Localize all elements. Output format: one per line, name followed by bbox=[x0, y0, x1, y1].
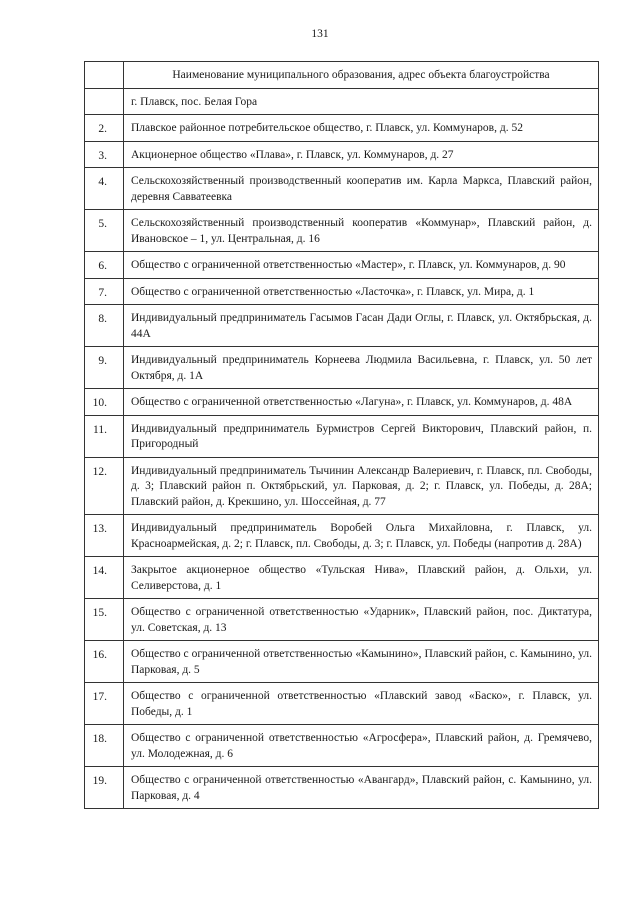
row-number: 6. bbox=[85, 252, 124, 279]
row-text: Общество с ограниченной ответственностью «Ласточка», г. Плавск, ул. Мира, д. 1 bbox=[124, 278, 599, 305]
page-number: 131 bbox=[311, 28, 329, 40]
row-number: 14. bbox=[85, 557, 124, 599]
table-row bbox=[85, 88, 599, 115]
row-text: Индивидуальный предприниматель Воробей Ольга Михайловна, г. Плавск, ул. Красноармейская, д. 2; г. Плавск, пл. Свободы, д. 3; г. Плавск, ул. Победы (напротив д. 28А) bbox=[124, 515, 599, 557]
row-number: 2. bbox=[85, 115, 124, 142]
row-number: 4. bbox=[85, 168, 124, 210]
row-number: 7. bbox=[85, 278, 124, 305]
table-row bbox=[85, 389, 599, 416]
table-header: Наименование муниципального образования, адрес объекта благоустройства bbox=[124, 62, 599, 89]
row-number: 5. bbox=[85, 210, 124, 252]
row-number: 10. bbox=[85, 389, 124, 416]
row-number: 3. bbox=[85, 141, 124, 168]
row-text: Закрытое акционерное общество «Тульская Нива», Плавский район, д. Ольхи, ул. Селиверстова, д. 1 bbox=[124, 557, 599, 599]
table-row bbox=[85, 278, 599, 305]
table-header-row bbox=[85, 62, 599, 89]
row-number: 8. bbox=[85, 305, 124, 347]
row-number: 16. bbox=[85, 641, 124, 683]
row-number: 17. bbox=[85, 683, 124, 725]
row-text: Акционерное общество «Плава», г. Плавск, ул. Коммунаров, д. 27 bbox=[124, 141, 599, 168]
table-row bbox=[85, 725, 599, 767]
row-number: 15. bbox=[85, 599, 124, 641]
row-text: г. Плавск, пос. Белая Гора bbox=[124, 88, 599, 115]
table-row bbox=[85, 115, 599, 142]
row-number: 11. bbox=[85, 415, 124, 457]
row-number bbox=[85, 88, 124, 115]
header-number-cell bbox=[85, 62, 124, 89]
row-text: Общество с ограниченной ответственностью «Агросфера», Плавский район, д. Гремячево, ул. Молодежная, д. 6 bbox=[124, 725, 599, 767]
table-row bbox=[85, 599, 599, 641]
row-text: Сельскохозяйственный производственный кооператив им. Карла Маркса, Плавский район, деревня Савватеевка bbox=[124, 168, 599, 210]
table-row bbox=[85, 305, 599, 347]
row-text: Плавское районное потребительское общество, г. Плавск, ул. Коммунаров, д. 52 bbox=[124, 115, 599, 142]
row-text: Общество с ограниченной ответственностью «Плавский завод «Баско», г. Плавск, ул. Победы, д. 1 bbox=[124, 683, 599, 725]
row-number: 9. bbox=[85, 347, 124, 389]
row-number: 18. bbox=[85, 725, 124, 767]
row-text: Индивидуальный предприниматель Гасымов Гасан Дади Оглы, г. Плавск, ул. Октябрьская, д. 44А bbox=[124, 305, 599, 347]
table-row bbox=[85, 515, 599, 557]
row-text: Индивидуальный предприниматель Корнеева Людмила Васильевна, г. Плавск, ул. 50 лет Октября, д. 1А bbox=[124, 347, 599, 389]
table-row bbox=[85, 252, 599, 279]
table-row bbox=[85, 767, 599, 809]
row-number: 13. bbox=[85, 515, 124, 557]
organizations-table bbox=[84, 61, 599, 809]
table-row bbox=[85, 168, 599, 210]
row-text: Общество с ограниченной ответственностью «Лагуна», г. Плавск, ул. Коммунаров, д. 48А bbox=[124, 389, 599, 416]
row-number: 12. bbox=[85, 457, 124, 515]
row-text: Общество с ограниченной ответственностью «Мастер», г. Плавск, ул. Коммунаров, д. 90 bbox=[124, 252, 599, 279]
row-number: 19. bbox=[85, 767, 124, 809]
table-row bbox=[85, 457, 599, 515]
row-text: Сельскохозяйственный производственный кооператив «Коммунар», Плавский район, д. Ивановское – 1, ул. Центральная, д. 16 bbox=[124, 210, 599, 252]
row-text: Индивидуальный предприниматель Тычинин Александр Валериевич, г. Плавск, пл. Свободы, д. 3; Плавский район п. Октябрьский, ул. Парковая, д. 2; г. Плавск, ул. Победы, д. 28А; Плавский район, д. Крекшино, ул. Шоссейная, д. 77 bbox=[124, 457, 599, 515]
row-text: Общество с ограниченной ответственностью «Ударник», Плавский район, пос. Диктатура, ул. Советская, д. 13 bbox=[124, 599, 599, 641]
row-text: Общество с ограниченной ответственностью «Камынино», Плавский район, с. Камынино, ул. Парковая, д. 5 bbox=[124, 641, 599, 683]
table-row bbox=[85, 557, 599, 599]
table-row bbox=[85, 347, 599, 389]
table-row bbox=[85, 415, 599, 457]
table-row bbox=[85, 141, 599, 168]
row-text: Индивидуальный предприниматель Бурмистров Сергей Викторович, Плавский район, п. Пригородный bbox=[124, 415, 599, 457]
table-row bbox=[85, 683, 599, 725]
table-row bbox=[85, 210, 599, 252]
table-row bbox=[85, 641, 599, 683]
row-text: Общество с ограниченной ответственностью «Авангард», Плавский район, с. Камынино, ул. Парковая, д. 4 bbox=[124, 767, 599, 809]
